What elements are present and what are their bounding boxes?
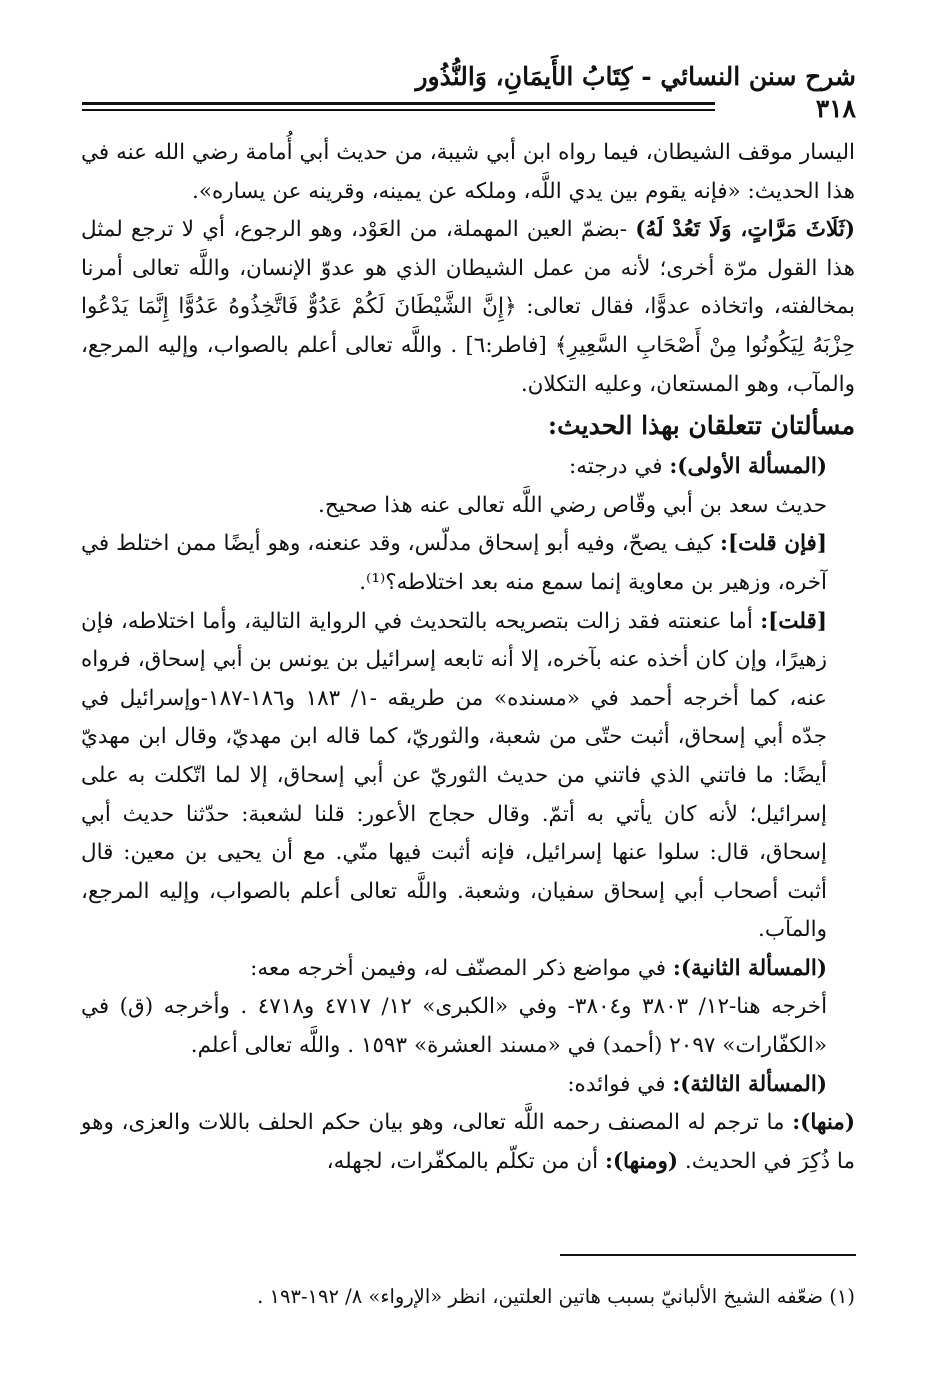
issue-text: ما ترجم له المصنف رحمه اللَّه تعالى، وهو بيان حكم الحلف باللات والعزى، وهو ما ذُكِرَ في الحديث. bbox=[81, 1110, 855, 1174]
issue-label: (المسألة الثانية): bbox=[672, 955, 827, 981]
issue-paragraph bbox=[81, 1104, 855, 1181]
issue-label: (منها): bbox=[792, 1110, 855, 1136]
issue-label: (المسألة الأولى): bbox=[669, 454, 827, 480]
issue-label: [قلت]: bbox=[760, 608, 827, 634]
body-text bbox=[81, 134, 855, 1181]
paragraph-text: -بضمّ العين المهملة، من العَوْد، وهو الرجوع، أي لا ترجع لمثل هذا القول مرّة أخرى؛ لأنه من عمل الشيطان الذي هو عدوّ الإنسان، واللَّه تعالى أمرنا بمخالفته، واتخاذه عدوًّا، فقال تعالى: ﴿إِنَّ الشَّيْطَانَ لَكُمْ عَدُوٌّ فَاتَّخِذُوهُ عَدُوًّا إِنَّمَا يَدْعُوا حِزْبَهُ لِيَكُونُوا مِنْ أَصْحَابِ السَّعِيرِ﴾ [فاطر:٦] . واللَّه تعالى أعلم بالصواب، وإليه المرجع، والمآب، وهو المستعان، وعليه التكلان. bbox=[81, 217, 855, 397]
paragraph bbox=[81, 211, 855, 404]
section-heading: مسألتان تتعلقان بهذا الحديث: bbox=[547, 411, 855, 441]
hadith-phrase: (ثَلَاثَ مَرَّاتٍ، وَلَا تَعُدْ لَهُ) bbox=[635, 217, 856, 243]
issue-label: (المسألة الثالثة): bbox=[672, 1071, 827, 1097]
footnote-separator bbox=[560, 1254, 856, 1256]
issue-paragraph bbox=[81, 603, 855, 950]
issue-label: (ومنها): bbox=[604, 1148, 679, 1174]
issue-text: أخرجه هنا-١٢/ ٣٨٠٣ و٣٨٠٤- وفي «الكبرى» ١٢/ ٤٧١٧ و٤٧١٨ . وأخرجه (ق) في «الكفّارات» ٢٠٩٧ (أحمد) في «مسند العشرة» ١٥٩٣ . واللَّه تعالى أعلم. bbox=[81, 994, 828, 1059]
header-rule bbox=[82, 102, 715, 105]
issue-paragraph bbox=[81, 988, 855, 1065]
issue-paragraph bbox=[81, 448, 855, 487]
paragraph bbox=[81, 134, 855, 211]
book-title: شرح سنن النسائي - كِتَابُ الأَيمَانِ، وَالنُّذُور bbox=[415, 62, 856, 91]
issue-text: أما عنعنته فقد زالت بتصريحه بالتحديث في الرواية التالية، وأما اختلاطه، فإن زهيرًا، وإن كان أخذه عنه بآخره، إلا أنه تابعه إسرائيل بن يونس بن أبي إسحاق، فرواه عنه، كما أخرجه أحمد في «مسنده» من طريقه -١/ ١٨٣ و١٨٦-١٨٧-وإسرائيل في جدّه أبي إسحاق، أثبت حتّى من شعبة، والثوريّ، كما قاله ابن مهديّ، وقال ابن مهديّ أيضًا: ما فاتني الذي فاتني من حديث الثوريّ عن أبي إسحاق، إلا لما اتّكلت به على إسرائيل؛ لأنه كان يأتي به أتمّ. وقال حجاج الأعور: قلنا لشعبة: حدّثنا حديث أبي إسحاق، قال: سلوا عنها إسرائيل، فإنه أثبت فيها منّي. مع أن يحيى بن معين: قال أثبت أصحاب أبي إسحاق سفيان، وشعبة. واللَّه تعالى أعلم بالصواب، وإليه المرجع، والمآب. bbox=[81, 608, 828, 943]
issue-text: كيف يصحّ، وفيه أبو إسحاق مدلّس، وقد عنعنه، وهو أيضًا ممن اختلط في آخره، وزهير بن معاوية إنما سمع منه بعد اختلاطه؟⁽¹⁾. bbox=[81, 531, 827, 595]
issue-text: في درجته: bbox=[569, 454, 670, 480]
running-header bbox=[82, 58, 856, 123]
page-number: ٣١٨ bbox=[815, 94, 856, 123]
issue-label: [فإن قلت]: bbox=[720, 531, 827, 557]
paragraph-text: اليسار موقف الشيطان، فيما رواه ابن أبي شيبة، من حديث أبي أُمامة رضي الله عنه في هذا الحديث: «فإنه يقوم بين يدي اللَّه، وملكه عن يمينه، وقرينه عن يساره». bbox=[81, 140, 855, 204]
header-rule-thin bbox=[82, 109, 715, 111]
issue-text: حديث سعد بن أبي وقّاص رضي اللَّه تعالى عنه هذا صحيح. bbox=[318, 492, 827, 518]
issue-paragraph bbox=[81, 950, 855, 989]
issue-text: أن من تكلّم بالمكفّرات، لجهله، bbox=[326, 1148, 605, 1174]
issue-paragraph bbox=[81, 487, 855, 526]
issue-paragraph bbox=[81, 525, 855, 602]
issue-text: في مواضع ذكر المصنّف له، وفيمن أخرجه معه: bbox=[250, 955, 673, 981]
footnote: (١) ضعّفه الشيخ الألبانيّ بسبب هاتين العلتين، انظر «الإرواء» ٨/ ١٩٢-١٩٣ . bbox=[257, 1285, 855, 1308]
issue-text: في فوائده: bbox=[567, 1071, 673, 1097]
issue-paragraph bbox=[81, 1066, 855, 1105]
